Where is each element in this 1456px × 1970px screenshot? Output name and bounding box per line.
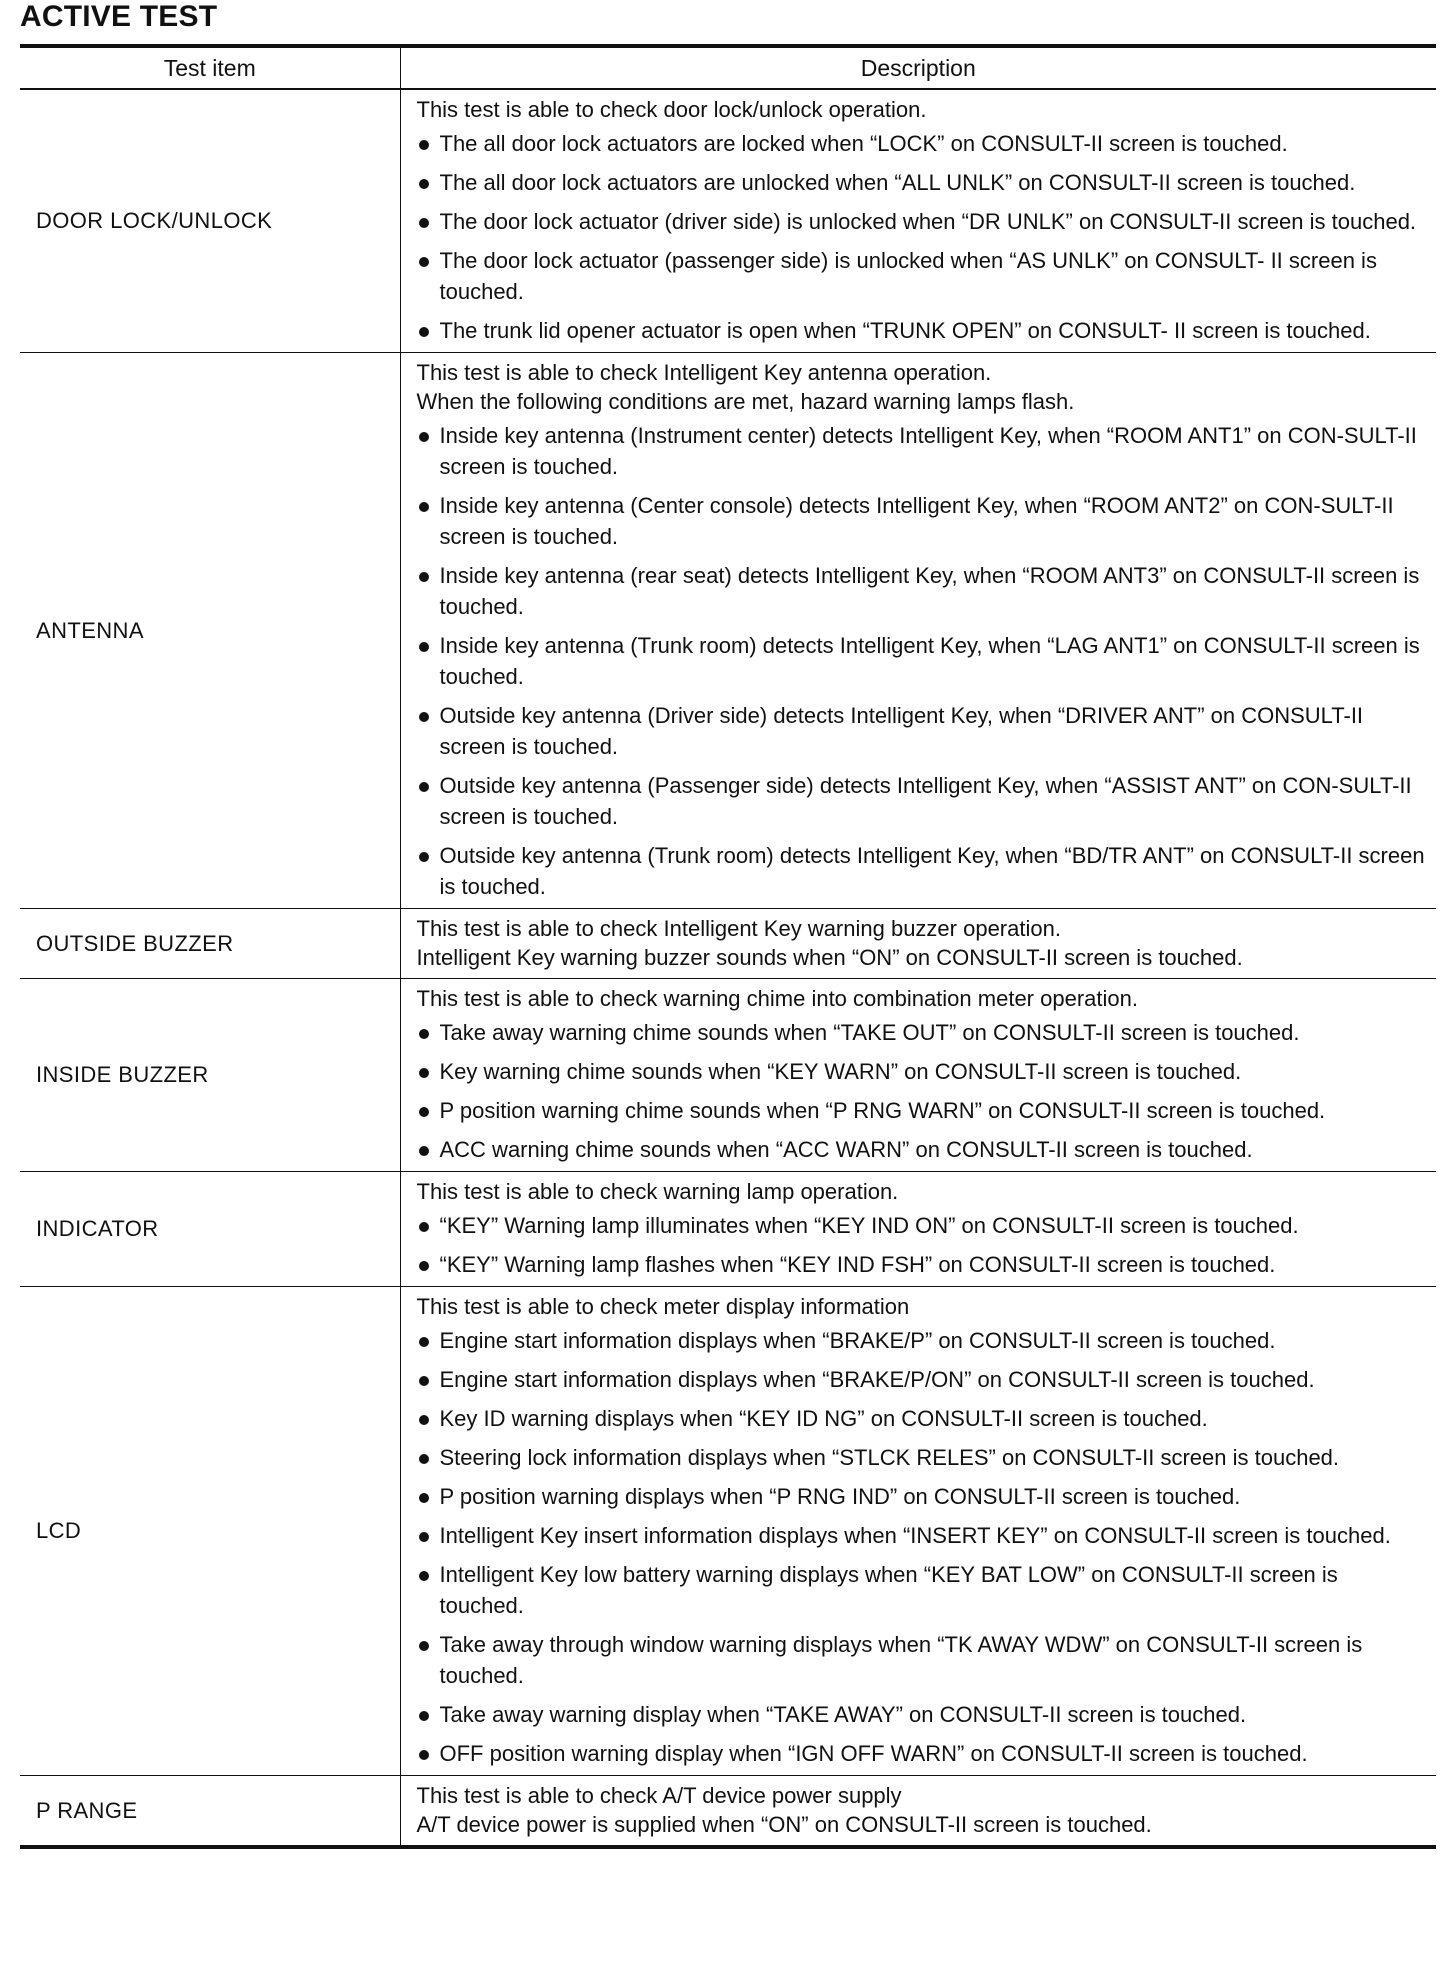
bullet-text: Intelligent Key low battery warning displays when “KEY BAT LOW” on CONSULT-II screen is touched. <box>439 1562 1338 1618</box>
description-intro-line: This test is able to check Intelligent Key warning buzzer operation. <box>416 916 1061 941</box>
bullet-text: Intelligent Key insert information displays when “INSERT KEY” on CONSULT-II screen is touched. <box>439 1523 1391 1548</box>
list-item <box>417 315 1429 346</box>
description-intro-line: Intelligent Key warning buzzer sounds when “ON” on CONSULT-II screen is touched. <box>416 945 1243 970</box>
bullet-dot-icon <box>419 502 429 512</box>
bullet-dot-icon <box>419 257 429 267</box>
bullet-text: “KEY” Warning lamp flashes when “KEY IND FSH” on CONSULT-II screen is touched. <box>439 1252 1276 1277</box>
bullet-text: Engine start information displays when “BRAKE/P” on CONSULT-II screen is touched. <box>439 1328 1276 1353</box>
test-description <box>400 909 1436 979</box>
table-row <box>20 1287 1436 1776</box>
list-item <box>417 1017 1429 1048</box>
list-item <box>417 1699 1429 1730</box>
bullet-text: OFF position warning display when “IGN OFF WARN” on CONSULT-II screen is touched. <box>439 1741 1308 1766</box>
bullet-text: The all door lock actuators are locked when “LOCK” on CONSULT-II screen is touched. <box>439 131 1288 156</box>
bullet-text: Inside key antenna (Center console) detects Intelligent Key, when “ROOM ANT2” on CON-SULT-II screen is touched. <box>439 493 1394 549</box>
list-item <box>417 1095 1429 1126</box>
description-intro-line: This test is able to check A/T device power supply <box>416 1783 902 1808</box>
test-description <box>400 979 1436 1172</box>
active-test-table-wrapper <box>20 44 1436 1849</box>
bullet-text: Steering lock information displays when “STLCK RELES” on CONSULT-II screen is touched. <box>439 1445 1340 1470</box>
list-item <box>417 840 1429 902</box>
bullet-text: The trunk lid opener actuator is open when “TRUNK OPEN” on CONSULT- II screen is touched. <box>439 318 1371 343</box>
table-header-row <box>20 46 1436 89</box>
bullet-dot-icon <box>419 1493 429 1503</box>
bullet-text: Take away warning display when “TAKE AWAY” on CONSULT-II screen is touched. <box>439 1702 1247 1727</box>
bullet-dot-icon <box>419 1146 429 1156</box>
bullet-dot-icon <box>419 1454 429 1464</box>
list-item <box>417 420 1429 482</box>
bullet-dot-icon <box>419 1376 429 1386</box>
bullet-text: The door lock actuator (driver side) is unlocked when “DR UNLK” on CONSULT-II screen is touched. <box>439 209 1417 234</box>
test-item-name: DOOR LOCK/UNLOCK <box>20 89 400 353</box>
bullet-dot-icon <box>419 1261 429 1271</box>
bullet-dot-icon <box>419 1222 429 1232</box>
description-intro-line: This test is able to check Intelligent Key antenna operation. <box>416 360 992 385</box>
list-item <box>417 1738 1429 1769</box>
list-item <box>417 1442 1429 1473</box>
header-test-item: Test item <box>20 46 400 89</box>
list-item <box>417 770 1429 832</box>
bullet-dot-icon <box>419 1532 429 1542</box>
list-item <box>417 1210 1429 1241</box>
bullet-dot-icon <box>419 852 429 862</box>
description-intro-line: A/T device power is supplied when “ON” on CONSULT-II screen is touched. <box>416 1812 1152 1837</box>
bullet-text: Take away warning chime sounds when “TAKE OUT” on CONSULT-II screen is touched. <box>439 1020 1300 1045</box>
list-item <box>417 630 1429 692</box>
list-item <box>417 1520 1429 1551</box>
list-item <box>417 1364 1429 1395</box>
test-description <box>400 1287 1436 1776</box>
bullet-dot-icon <box>419 1571 429 1581</box>
list-item <box>417 1629 1429 1691</box>
bullet-text: Inside key antenna (Instrument center) detects Intelligent Key, when “ROOM ANT1” on CON-SULT-II screen is touched. <box>439 423 1417 479</box>
table-row <box>20 979 1436 1172</box>
test-description <box>400 89 1436 353</box>
bullet-text: ACC warning chime sounds when “ACC WARN” on CONSULT-II screen is touched. <box>439 1137 1253 1162</box>
bullet-dot-icon <box>419 1415 429 1425</box>
list-item <box>417 560 1429 622</box>
list-item <box>417 1481 1429 1512</box>
bullet-text: The door lock actuator (passenger side) is unlocked when “AS UNLK” on CONSULT- II screen is touched. <box>439 248 1377 304</box>
list-item <box>417 128 1429 159</box>
bullet-dot-icon <box>419 712 429 722</box>
table-row <box>20 353 1436 909</box>
bullet-list <box>417 1325 1429 1769</box>
test-item-name: OUTSIDE BUZZER <box>20 909 400 979</box>
bullet-text: “KEY” Warning lamp illuminates when “KEY IND ON” on CONSULT-II screen is touched. <box>439 1213 1299 1238</box>
table-row <box>20 909 1436 979</box>
test-item-name: INDICATOR <box>20 1172 400 1287</box>
list-item <box>417 1559 1429 1621</box>
bullet-text: P position warning displays when “P RNG IND” on CONSULT-II screen is touched. <box>439 1484 1241 1509</box>
bullet-dot-icon <box>419 218 429 228</box>
list-item <box>417 1134 1429 1165</box>
table-row <box>20 1172 1436 1287</box>
test-description <box>400 1776 1436 1848</box>
bullet-dot-icon <box>419 782 429 792</box>
bullet-text: Engine start information displays when “BRAKE/P/ON” on CONSULT-II screen is touched. <box>439 1367 1315 1392</box>
bullet-list <box>417 1017 1429 1165</box>
bullet-dot-icon <box>419 1337 429 1347</box>
active-test-table <box>20 44 1436 1849</box>
list-item <box>417 245 1429 307</box>
list-item <box>417 490 1429 552</box>
test-item-name: P RANGE <box>20 1776 400 1848</box>
table-row <box>20 1776 1436 1848</box>
test-item-name: ANTENNA <box>20 353 400 909</box>
bullet-text: The all door lock actuators are unlocked when “ALL UNLK” on CONSULT-II screen is touched. <box>439 170 1356 195</box>
description-intro-line: When the following conditions are met, hazard warning lamps flash. <box>416 389 1075 414</box>
list-item <box>417 167 1429 198</box>
list-item <box>417 1056 1429 1087</box>
table-row <box>20 89 1436 353</box>
list-item <box>417 206 1429 237</box>
bullet-dot-icon <box>419 1107 429 1117</box>
bullet-dot-icon <box>419 327 429 337</box>
bullet-text: Inside key antenna (Trunk room) detects Intelligent Key, when “LAG ANT1” on CONSULT-II screen is touched. <box>439 633 1420 689</box>
test-description <box>400 1172 1436 1287</box>
list-item <box>417 1403 1429 1434</box>
list-item <box>417 700 1429 762</box>
bullet-dot-icon <box>419 432 429 442</box>
table-body <box>20 89 1436 1847</box>
bullet-text: Inside key antenna (rear seat) detects Intelligent Key, when “ROOM ANT3” on CONSULT-II screen is touched. <box>439 563 1420 619</box>
list-item <box>417 1325 1429 1356</box>
bullet-text: Outside key antenna (Trunk room) detects Intelligent Key, when “BD/TR ANT” on CONSULT-II screen is touched. <box>439 843 1425 899</box>
page-title: ACTIVE TEST <box>20 0 218 33</box>
bullet-list <box>417 420 1429 902</box>
description-intro-line: This test is able to check warning chime into combination meter operation. <box>416 986 1138 1011</box>
description-intro-line: This test is able to check door lock/unlock operation. <box>416 97 927 122</box>
bullet-text: Outside key antenna (Passenger side) detects Intelligent Key, when “ASSIST ANT” on CON-SULT-II screen is touched. <box>439 773 1412 829</box>
bullet-text: Take away through window warning displays when “TK AWAY WDW” on CONSULT-II screen is touched. <box>439 1632 1363 1688</box>
bullet-dot-icon <box>419 1068 429 1078</box>
bullet-text: Key warning chime sounds when “KEY WARN” on CONSULT-II screen is touched. <box>439 1059 1242 1084</box>
bullet-dot-icon <box>419 1641 429 1651</box>
bullet-list <box>417 128 1429 346</box>
header-description: Description <box>400 46 1436 89</box>
list-item <box>417 1249 1429 1280</box>
bullet-text: P position warning chime sounds when “P RNG WARN” on CONSULT-II screen is touched. <box>439 1098 1326 1123</box>
bullet-text: Key ID warning displays when “KEY ID NG” on CONSULT-II screen is touched. <box>439 1406 1208 1431</box>
test-description <box>400 353 1436 909</box>
bullet-list <box>417 1210 1429 1280</box>
bullet-dot-icon <box>419 140 429 150</box>
bullet-dot-icon <box>419 1711 429 1721</box>
bullet-dot-icon <box>419 179 429 189</box>
description-intro-line: This test is able to check warning lamp operation. <box>416 1179 899 1204</box>
bullet-dot-icon <box>419 1029 429 1039</box>
bullet-text: Outside key antenna (Driver side) detects Intelligent Key, when “DRIVER ANT” on CONSULT-II screen is touched. <box>439 703 1364 759</box>
bullet-dot-icon <box>419 1750 429 1760</box>
test-item-name: INSIDE BUZZER <box>20 979 400 1172</box>
bullet-dot-icon <box>419 572 429 582</box>
bullet-dot-icon <box>419 642 429 652</box>
test-item-name: LCD <box>20 1287 400 1776</box>
description-intro-line: This test is able to check meter display information <box>416 1294 910 1319</box>
